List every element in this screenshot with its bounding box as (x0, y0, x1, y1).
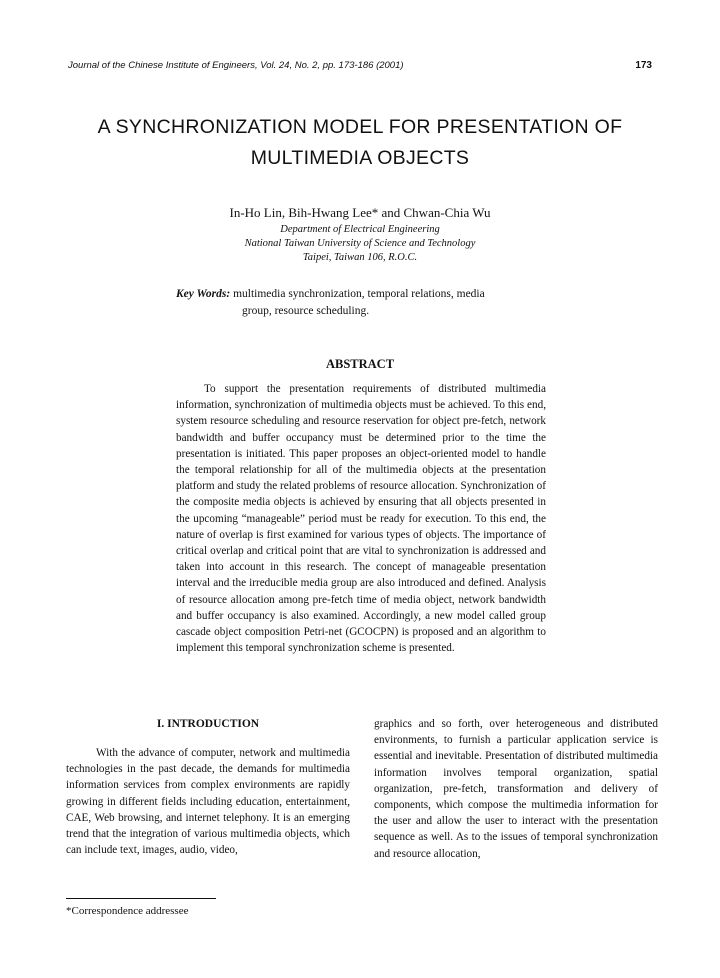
intro-paragraph-left: With the advance of computer, network and multimedia technologies in the past decade, the demands for multimedia information services from complex environments are rapidly growing in different fields including education, entertainment, CAE, Web browsing, and internet telephony. It is an emerging trend that the integration of various multimedia objects, which can include text, images, audio, video, (66, 747, 350, 857)
keywords-line-2: group, resource scheduling. (242, 305, 370, 317)
footnote-rule (66, 898, 216, 899)
keywords-line-1: multimedia synchronization, temporal relations, media (233, 288, 485, 300)
left-column (66, 716, 350, 858)
intro-paragraph-right: graphics and so forth, over heterogeneous and distributed environments, to furnish a particular application service is essential and inevitable. Presentation of distributed multimedia information involves temporal organization, spatial organization, pre-fetch, transformation and delivery of components, which compose the multimedia information for the user and allow the user to interact with the presentation sequence as well. As to the issues of temporal synchronization and resource allocation, (374, 718, 658, 860)
affiliation-location: Taipei, Taiwan 106, R.O.C. (302, 252, 418, 263)
abstract-body (176, 381, 546, 656)
paper-title (60, 112, 660, 174)
abstract-heading: ABSTRACT (325, 357, 395, 371)
affiliation-university: National Taiwan University of Science and Technology (244, 238, 476, 249)
journal-citation: Journal of the Chinese Institute of Engineers, Vol. 24, No. 2, pp. 173-186 (2001) (68, 60, 404, 71)
keywords-label: Key Words: (176, 288, 231, 300)
title-line-2: MULTIMEDIA OBJECTS (250, 147, 470, 169)
right-column (374, 716, 658, 862)
section-heading-introduction: I. INTRODUCTION (156, 718, 260, 730)
footnote: *Correspondence addressee (66, 905, 189, 917)
abstract-text: To support the presentation requirements of distributed multimedia information, synchronization of multimedia objects must be achieved. To this end, system resource scheduling and resource reservation for object pre-fetch, network bandwidth and buffer occupancy must be determined prior to the time the presentation is initiated. This paper proposes an object-oriented model to handle the temporal relationship for all of the multimedia objects at the presentation platform and study the related problems of resource allocation. Synchronization of the composite media objects is achieved by ensuring that all objects presented in the upcoming “manageable” period must be ready for execution. To this end, the nature of overlap is first examined for various types of objects. The importance of critical overlap and critical point that are vital to synchronization is addressed and taken into account in this research. The concept of manageable presentation interval and the irreducible media group are also introduced and defined. Analysis of resource allocation among pre-fetch time of media object, network bandwidth and buffer occupancy is also examined. Accordingly, a new model called group cascade object composition Petri-net (GCOCPN) is proposed and an algorithm to implement this temporal synchronization scheme is presented. (176, 383, 546, 655)
affiliation-department: Department of Electrical Engineering (280, 224, 440, 235)
author-list: In-Ho Lin, Bih-Hwang Lee* and Chwan-Chia Wu (229, 205, 491, 220)
title-line-1: A SYNCHRONIZATION MODEL FOR PRESENTATION OF (97, 116, 623, 138)
running-header (68, 60, 652, 76)
page-number: 173 (635, 60, 652, 71)
keywords (176, 286, 546, 320)
